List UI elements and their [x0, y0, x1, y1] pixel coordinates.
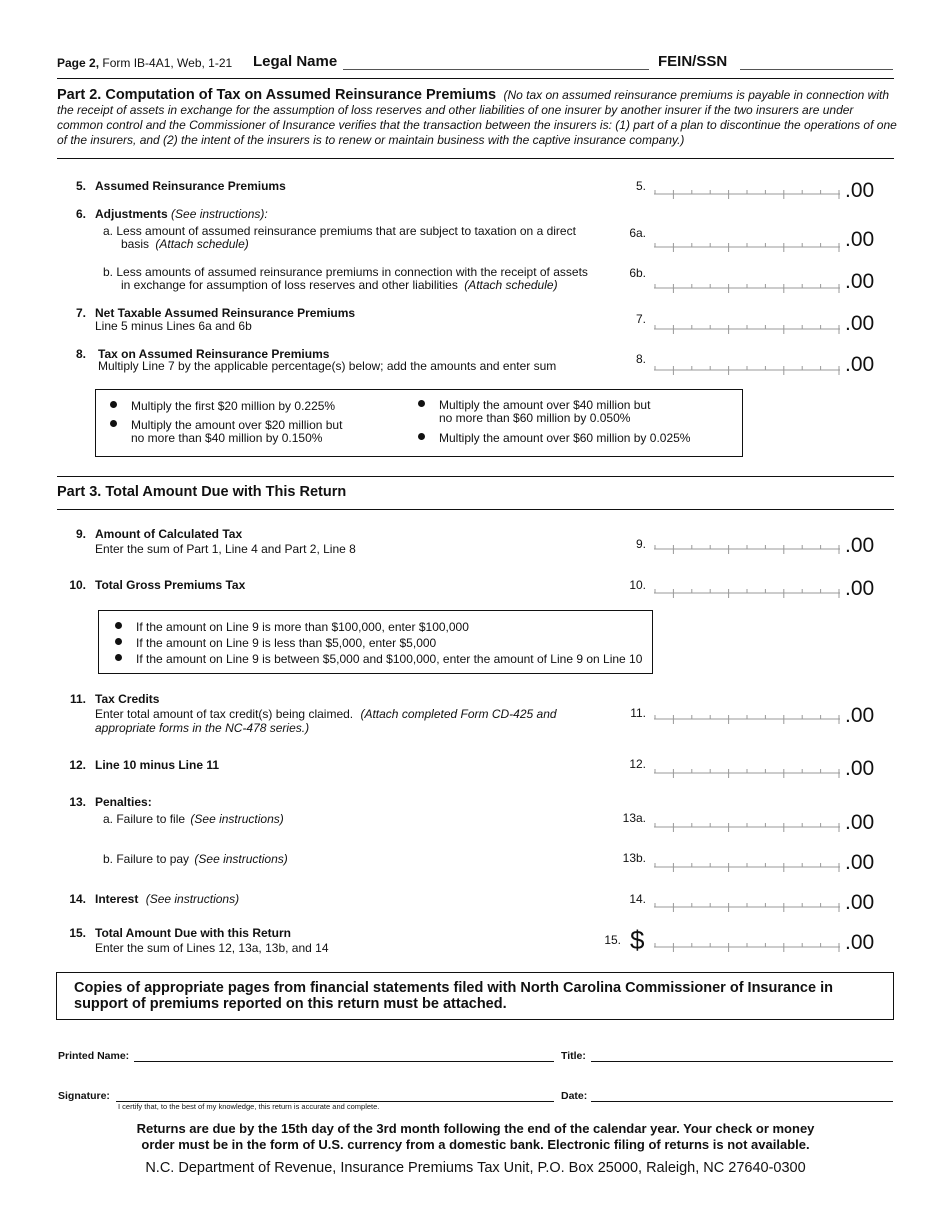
line6a-note: (Attach schedule)	[155, 237, 249, 251]
line6-title: Adjustments	[95, 207, 168, 221]
rate-3-text2: no more than $60 million by 0.050%	[439, 411, 631, 425]
cents-text: .00	[845, 931, 875, 954]
line6a-text: a. Less amount of assumed reinsurance premiums that are subject to taxation on a direct	[103, 224, 576, 238]
line7-number: 7.	[75, 306, 86, 320]
rate-3-text: Multiply the amount over $40 million but	[439, 398, 651, 412]
line10-title: Total Gross Premiums Tax	[95, 578, 246, 592]
title-field[interactable]	[591, 1061, 893, 1062]
legal-name-label: Legal Name	[253, 53, 338, 70]
line6b-text: b. Less amounts of assumed reinsurance premiums in connection with the receipt of assets	[103, 265, 588, 279]
cents-text: .00	[845, 757, 875, 780]
line6-note: (See instructions):	[171, 207, 268, 221]
printed-name-field[interactable]	[134, 1061, 554, 1062]
line13b-row	[103, 852, 288, 866]
bullet-icon	[418, 433, 425, 440]
amount-comb	[654, 284, 840, 294]
form-id: Form IB-4A1, Web, 1-21	[99, 56, 233, 70]
fein-label: FEIN/SSN	[658, 53, 728, 70]
line13-number: 13.	[69, 795, 86, 809]
line11-note: (Attach completed Form CD-425 and	[360, 707, 557, 721]
line9-sub: Enter the sum of Part 1, Line 4 and Part 2, Line 8	[95, 542, 356, 556]
cents-text: .00	[845, 270, 875, 293]
line8-number: 8.	[75, 347, 86, 361]
line5-title: Assumed Reinsurance Premiums	[95, 179, 286, 193]
rate-2	[110, 419, 342, 445]
rate-4-text: Multiply the amount over $60 million by 0.025%	[439, 431, 691, 445]
line5-box-label: 5.	[635, 179, 646, 193]
line6b-desc: in exchange for assumption of loss reserves and other liabilities	[121, 278, 458, 292]
line6b-cents	[845, 271, 874, 293]
line14-box-label: 14.	[629, 892, 646, 906]
rule-3	[115, 652, 642, 666]
amount-comb	[654, 715, 840, 725]
line11-sub	[95, 707, 557, 721]
bullet-icon	[110, 401, 117, 408]
part2-title: Part 2. Computation of Tax on Assumed Reinsurance Premiums	[57, 87, 497, 103]
amount-comb	[654, 243, 840, 253]
cents-text: .00	[845, 353, 875, 376]
page-number: Page 2,	[57, 56, 100, 70]
line11-sub-text: Enter total amount of tax credit(s) being claimed.	[95, 707, 354, 721]
amount-comb	[654, 769, 840, 779]
line9-box-label: 9.	[635, 537, 646, 551]
bullet-icon	[115, 654, 122, 661]
rule-3-text: If the amount on Line 9 is between $5,000 and $100,000, enter the amount of Line 9 on Line 10	[136, 652, 643, 666]
line8-amount-field[interactable]	[654, 366, 840, 376]
fein-field[interactable]	[740, 69, 893, 70]
line10-number: 10.	[69, 578, 86, 592]
rate-1	[110, 399, 335, 413]
line14-amount-field[interactable]	[654, 903, 840, 913]
part3-top-divider	[57, 476, 894, 477]
line5-number: 5.	[75, 179, 86, 193]
line13a-cents	[845, 812, 874, 834]
line10-amount-field[interactable]	[654, 589, 840, 599]
line9-cents	[845, 535, 874, 557]
cents-text: .00	[845, 851, 875, 874]
due-date-line1: Returns are due by the 15th day of the 3rd month following the end of the calendar year. Your check or money	[136, 1121, 815, 1136]
legal-name-field[interactable]	[343, 69, 649, 70]
dollar-sign: $	[630, 925, 645, 955]
line12-cents	[845, 758, 874, 780]
line6b-box-label: 6b.	[629, 266, 646, 280]
line15-cents	[845, 932, 874, 954]
line15-amount-field[interactable]	[654, 943, 840, 953]
line6a-amount-field[interactable]	[654, 243, 840, 253]
line6b-text2	[121, 278, 558, 292]
amount-comb	[654, 545, 840, 555]
line11-amount-field[interactable]	[654, 715, 840, 725]
rule-1-text: If the amount on Line 9 is more than $100,000, enter $100,000	[136, 620, 469, 634]
line6a-box-label: 6a.	[629, 226, 646, 240]
date-field[interactable]	[591, 1101, 893, 1102]
line13a-amount-field[interactable]	[654, 823, 840, 833]
line15-sub: Enter the sum of Lines 12, 13a, 13b, and 14	[95, 941, 329, 955]
line13b-cents	[845, 852, 874, 874]
printed-name-label: Printed Name:	[58, 1050, 130, 1062]
bullet-icon	[418, 400, 425, 407]
rule-2-text: If the amount on Line 9 is less than $5,000, enter $5,000	[136, 636, 437, 650]
amount-comb	[654, 325, 840, 335]
part2-divider	[57, 158, 894, 159]
amount-comb	[654, 589, 840, 599]
rates-box	[95, 389, 743, 457]
cents-text: .00	[845, 312, 875, 335]
line7-amount-field[interactable]	[654, 325, 840, 335]
line14-row	[95, 892, 239, 906]
line11-title: Tax Credits	[95, 692, 160, 706]
rate-1-text: Multiply the first $20 million by 0.225%	[131, 399, 336, 413]
line15-title: Total Amount Due with this Return	[95, 926, 291, 940]
line11-cents	[845, 705, 874, 727]
line8-title: Tax on Assumed Reinsurance Premiums	[98, 347, 330, 361]
bullet-icon	[115, 638, 122, 645]
line8-cents	[845, 354, 874, 376]
line12-box-label: 12.	[629, 757, 646, 771]
line6b-amount-field[interactable]	[654, 284, 840, 294]
line14-title: Interest	[95, 892, 139, 906]
amount-comb	[654, 903, 840, 913]
line7-title: Net Taxable Assumed Reinsurance Premiums	[95, 306, 356, 320]
line12-amount-field[interactable]	[654, 769, 840, 779]
line13-title: Penalties:	[95, 795, 152, 809]
department-address: N.C. Department of Revenue, Insurance Premiums Tax Unit, P.O. Box 25000, Raleigh, NC 27640-0300	[145, 1160, 806, 1176]
due-date-line2: order must be in the form of U.S. currency from a domestic bank. Electronic filing of returns is not available.	[141, 1137, 810, 1152]
line9-amount-field[interactable]	[654, 545, 840, 555]
line13a-row	[103, 812, 284, 826]
cents-text: .00	[845, 179, 875, 202]
line11-note2: appropriate forms in the NC-478 series.)	[95, 721, 310, 735]
rate-3	[418, 399, 650, 425]
amount-comb	[654, 190, 840, 200]
due-date-notice	[57, 1121, 894, 1153]
line10-cents	[845, 578, 874, 600]
line9-number: 9.	[75, 527, 86, 541]
amount-comb	[654, 366, 840, 376]
cents-text: .00	[845, 228, 875, 251]
line6a-text2	[121, 237, 249, 251]
line13a-text: a. Failure to file	[103, 812, 186, 826]
line5-cents	[845, 180, 874, 202]
line13b-note: (See instructions)	[194, 852, 288, 866]
line13b-text: b. Failure to pay	[103, 852, 190, 866]
page-label	[57, 56, 232, 70]
cents-text: .00	[845, 811, 875, 834]
line13a-box-label: 13a.	[622, 811, 646, 825]
rate-2-text: Multiply the amount over $20 million but	[131, 418, 343, 432]
line7-cents	[845, 313, 874, 335]
line7-sub: Line 5 minus Lines 6a and 6b	[95, 319, 252, 333]
date-label: Date:	[561, 1090, 588, 1102]
line10-box-label: 10.	[629, 578, 646, 592]
amount-comb	[654, 943, 840, 953]
cents-text: .00	[845, 534, 875, 557]
title-label: Title:	[561, 1050, 586, 1062]
line5-amount-field[interactable]	[654, 190, 840, 200]
cents-text: .00	[845, 891, 875, 914]
rule-2	[115, 636, 436, 650]
part2-header	[57, 88, 897, 148]
part3-bottom-divider	[57, 509, 894, 510]
attachment-notice: Copies of appropriate pages from financial statements filed with North Carolina Commissioner of Insurance in support of premiums reported on this return must be attached.	[74, 980, 833, 1012]
cents-text: .00	[845, 704, 875, 727]
line7-box-label: 7.	[635, 312, 646, 326]
amount-comb	[654, 863, 840, 873]
line12-number: 12.	[69, 758, 86, 772]
line6a-cents	[845, 229, 874, 251]
line6b-note: (Attach schedule)	[464, 278, 558, 292]
line14-number: 14.	[69, 892, 86, 906]
line15-number: 15.	[69, 926, 86, 940]
attachment-notice-box	[56, 972, 894, 1020]
line8-box-label: 8.	[635, 352, 646, 366]
line15-box-label: 15.	[604, 933, 621, 947]
line13b-amount-field[interactable]	[654, 863, 840, 873]
rule-1	[115, 620, 469, 634]
signature-label: Signature:	[58, 1090, 110, 1102]
certify-statement: I certify that, to the best of my knowledge, this return is accurate and complete.	[118, 1102, 380, 1111]
line8-sub: Multiply Line 7 by the applicable percentage(s) below; add the amounts and enter sum	[98, 359, 557, 373]
cents-text: .00	[845, 577, 875, 600]
part2-note: (No tax on assumed reinsurance premiums is payable in connection with the receipt of assets in exchange for the assumption of loss reserves and other liabilities of one insurer by another insurer if the two insurers are under common control and the Commissioner of Insurance verifies that the transaction between the insurers is: (1) part of a plan to discontinue the operations of one of the insurers, and (2) the intent of the insurers is to renew or maintain business with the captive insurance company.)	[57, 88, 897, 147]
line6-number: 6.	[75, 207, 86, 221]
header-divider	[57, 78, 894, 79]
rate-2-text2: no more than $40 million by 0.150%	[131, 431, 323, 445]
line13b-box-label: 13b.	[622, 851, 646, 865]
line13a-note: (See instructions)	[190, 812, 284, 826]
line12-title: Line 10 minus Line 11	[95, 758, 220, 772]
amount-comb	[654, 823, 840, 833]
rate-4	[418, 431, 690, 445]
line6-header	[95, 207, 268, 221]
line14-cents	[845, 892, 874, 914]
bullet-icon	[110, 420, 117, 427]
line9-title: Amount of Calculated Tax	[95, 527, 243, 541]
line11-number: 11.	[69, 692, 86, 706]
line6a-basis: basis	[121, 237, 150, 251]
bullet-icon	[115, 622, 122, 629]
part3-title: Part 3. Total Amount Due with This Return	[57, 484, 347, 500]
line11-box-label: 11.	[630, 706, 646, 720]
line14-note: (See instructions)	[145, 892, 240, 906]
line10-rules-box	[98, 610, 653, 674]
